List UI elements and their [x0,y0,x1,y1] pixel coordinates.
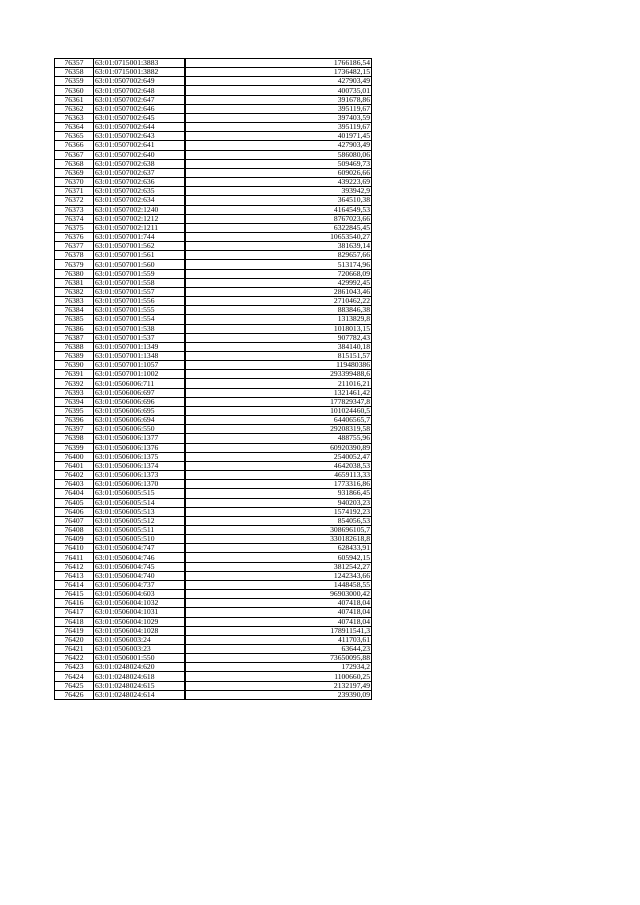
row-number-cell: 76379 [55,260,94,269]
row-number-cell: 76395 [55,406,94,415]
cadastral-number-cell: 63:01:0715001:3883 [94,59,186,68]
value-cell: 6322845,45 [185,223,372,232]
cadastral-number-cell: 63:01:0507001:1057 [94,361,186,370]
row-number-cell: 76407 [55,516,94,525]
row-number-cell: 76389 [55,352,94,361]
value-cell: 172934,2 [185,663,372,672]
table-row [55,544,372,553]
row-number-cell: 76394 [55,397,94,406]
value-cell: 1321461,42 [185,388,372,397]
table-row [55,553,372,562]
value-cell: 407418,04 [185,599,372,608]
row-number-cell: 76410 [55,544,94,553]
row-number-cell: 76360 [55,86,94,95]
table-row [55,251,372,260]
cadastral-number-cell: 63:01:0507002:636 [94,178,186,187]
table-row [55,352,372,361]
value-cell: 60920390,89 [185,443,372,452]
table-row [55,278,372,287]
value-cell: 488755,96 [185,434,372,443]
value-cell: 119480386 [185,361,372,370]
table-row [55,425,372,434]
cadastral-number-cell: 63:01:0248024:614 [94,690,186,699]
row-number-cell: 76399 [55,443,94,452]
table-row [55,168,372,177]
row-number-cell: 76372 [55,196,94,205]
cadastral-number-cell: 63:01:0507002:649 [94,77,186,86]
table-row [55,489,372,498]
table-row [55,498,372,507]
row-number-cell: 76365 [55,132,94,141]
row-number-cell: 76387 [55,333,94,342]
table-row [55,379,372,388]
table-row [55,95,372,104]
cadastral-number-cell: 63:01:0506004:1028 [94,626,186,635]
value-cell: 2540052,47 [185,452,372,461]
table-row [55,452,372,461]
value-cell: 393942,9 [185,187,372,196]
value-cell: 439223,69 [185,178,372,187]
table-row [55,77,372,86]
row-number-cell: 76364 [55,123,94,132]
table-row [55,635,372,644]
row-number-cell: 76406 [55,507,94,516]
cadastral-number-cell: 63:01:0715001:3882 [94,68,186,77]
cadastral-number-cell: 63:01:0506006:1373 [94,471,186,480]
table-row [55,516,372,525]
table-row [55,86,372,95]
table-row [55,205,372,214]
row-number-cell: 76359 [55,77,94,86]
row-number-cell: 76393 [55,388,94,397]
value-cell: 73650095,88 [185,654,372,663]
cadastral-number-cell: 63:01:0506006:697 [94,388,186,397]
table-row [55,617,372,626]
cadastral-number-cell: 63:01:0507002:637 [94,168,186,177]
value-cell: 401971,45 [185,132,372,141]
table-row [55,571,372,580]
table-row [55,104,372,113]
row-number-cell: 76401 [55,461,94,470]
cadastral-number-cell: 63:01:0506005:512 [94,516,186,525]
row-number-cell: 76367 [55,150,94,159]
value-cell: 427903,49 [185,141,372,150]
cadastral-number-cell: 63:01:0506005:514 [94,498,186,507]
table-row [55,599,372,608]
table-row [55,223,372,232]
value-cell: 407418,04 [185,617,372,626]
value-cell: 854056,53 [185,516,372,525]
row-number-cell: 76391 [55,370,94,379]
value-cell: 1574192,23 [185,507,372,516]
table-row [55,287,372,296]
row-number-cell: 76418 [55,617,94,626]
cadastral-number-cell: 63:01:0506005:513 [94,507,186,516]
value-cell: 381639,14 [185,242,372,251]
table-row [55,681,372,690]
table-row [55,461,372,470]
cadastral-number-cell: 63:01:0507002:1212 [94,214,186,223]
cadastral-number-cell: 63:01:0507001:557 [94,287,186,296]
row-number-cell: 76414 [55,580,94,589]
table-row [55,654,372,663]
cadastral-number-cell: 63:01:0507002:638 [94,159,186,168]
value-cell: 2710462,22 [185,297,372,306]
cadastral-number-cell: 63:01:0507001:560 [94,260,186,269]
value-cell: 177829347,8 [185,397,372,406]
row-number-cell: 76396 [55,416,94,425]
row-number-cell: 76370 [55,178,94,187]
cadastral-number-cell: 63:01:0507002:646 [94,104,186,113]
row-number-cell: 76413 [55,571,94,580]
cadastral-number-cell: 63:01:0507002:643 [94,132,186,141]
cadastral-number-cell: 63:01:0506003:23 [94,645,186,654]
row-number-cell: 76425 [55,681,94,690]
row-number-cell: 76385 [55,315,94,324]
value-cell: 407418,04 [185,608,372,617]
value-cell: 63644,23 [185,645,372,654]
cadastral-number-cell: 63:01:0506005:515 [94,489,186,498]
table-row [55,388,372,397]
cadastral-number-cell: 63:01:0507002:644 [94,123,186,132]
row-number-cell: 76398 [55,434,94,443]
row-number-cell: 76369 [55,168,94,177]
table-row [55,242,372,251]
value-cell: 1766186,54 [185,59,372,68]
row-number-cell: 76405 [55,498,94,507]
row-number-cell: 76358 [55,68,94,77]
value-cell: 907782,43 [185,333,372,342]
value-cell: 1313829,8 [185,315,372,324]
row-number-cell: 76380 [55,269,94,278]
row-number-cell: 76368 [55,159,94,168]
row-number-cell: 76376 [55,232,94,241]
table-row [55,306,372,315]
row-number-cell: 76378 [55,251,94,260]
cadastral-number-cell: 63:01:0506006:1370 [94,480,186,489]
value-cell: 400735,01 [185,86,372,95]
cadastral-number-cell: 63:01:0248024:615 [94,681,186,690]
row-number-cell: 76403 [55,480,94,489]
table-row [55,690,372,699]
row-number-cell: 76402 [55,471,94,480]
table-row [55,132,372,141]
table-row [55,406,372,415]
table-row [55,150,372,159]
table-row [55,260,372,269]
value-cell: 330182618,8 [185,535,372,544]
table-row [55,562,372,571]
row-number-cell: 76361 [55,95,94,104]
row-number-cell: 76400 [55,452,94,461]
row-number-cell: 76388 [55,342,94,351]
table-row [55,342,372,351]
value-cell: 211016,21 [185,379,372,388]
value-cell: 4164549,53 [185,205,372,214]
cadastral-number-cell: 63:01:0506006:550 [94,425,186,434]
value-cell: 8767023,66 [185,214,372,223]
cadastral-number-cell: 63:01:0507001:556 [94,297,186,306]
value-cell: 178911541,3 [185,626,372,635]
cadastral-number-cell: 63:01:0507001:555 [94,306,186,315]
cadastral-number-cell: 63:01:0507002:641 [94,141,186,150]
cadastral-number-cell: 63:01:0506006:696 [94,397,186,406]
cadastral-number-cell: 63:01:0507002:648 [94,86,186,95]
row-number-cell: 76374 [55,214,94,223]
table-row [55,196,372,205]
value-cell: 29208319,58 [185,425,372,434]
cadastral-number-cell: 63:01:0506004:1029 [94,617,186,626]
cadastral-number-cell: 63:01:0506006:1376 [94,443,186,452]
cadastral-number-cell: 63:01:0507001:554 [94,315,186,324]
row-number-cell: 76381 [55,278,94,287]
cadastral-number-cell: 63:01:0507002:645 [94,113,186,122]
value-cell: 411703,61 [185,635,372,644]
row-number-cell: 76384 [55,306,94,315]
value-cell: 96903000,42 [185,590,372,599]
value-cell: 1448458,55 [185,580,372,589]
row-number-cell: 76390 [55,361,94,370]
cadastral-number-cell: 63:01:0507002:635 [94,187,186,196]
row-number-cell: 76420 [55,635,94,644]
row-number-cell: 76392 [55,379,94,388]
table-body [55,59,372,700]
row-number-cell: 76409 [55,535,94,544]
cadastral-number-cell: 63:01:0506004:1031 [94,608,186,617]
table-row [55,663,372,672]
cadastral-number-cell: 63:01:0506006:1377 [94,434,186,443]
cadastral-number-cell: 63:01:0248024:620 [94,663,186,672]
table-row [55,672,372,681]
value-cell: 364510,38 [185,196,372,205]
table-row [55,525,372,534]
table-row [55,480,372,489]
value-cell: 609026,66 [185,168,372,177]
table-row [55,535,372,544]
value-cell: 1242343,66 [185,571,372,580]
value-cell: 427903,49 [185,77,372,86]
table-row [55,123,372,132]
cadastral-number-cell: 63:01:0506005:511 [94,525,186,534]
row-number-cell: 76419 [55,626,94,635]
table-row [55,214,372,223]
table-row [55,297,372,306]
value-cell: 720668,09 [185,269,372,278]
row-number-cell: 76397 [55,425,94,434]
value-cell: 10653540,27 [185,232,372,241]
value-cell: 815151,57 [185,352,372,361]
value-cell: 513174,96 [185,260,372,269]
value-cell: 429992,45 [185,278,372,287]
cadastral-number-cell: 63:01:0507001:537 [94,333,186,342]
cadastral-number-cell: 63:01:0507002:1240 [94,205,186,214]
table-row [55,580,372,589]
table-row [55,370,372,379]
table-row [55,59,372,68]
row-number-cell: 76412 [55,562,94,571]
row-number-cell: 76424 [55,672,94,681]
table-row [55,68,372,77]
value-cell: 1100660,25 [185,672,372,681]
row-number-cell: 76357 [55,59,94,68]
row-number-cell: 76386 [55,324,94,333]
value-cell: 628433,91 [185,544,372,553]
table-row [55,333,372,342]
cadastral-number-cell: 63:01:0506004:747 [94,544,186,553]
value-cell: 395119,67 [185,104,372,113]
cadastral-number-cell: 63:01:0507001:1348 [94,352,186,361]
table-row [55,187,372,196]
value-cell: 2861043,46 [185,287,372,296]
value-cell: 4642038,53 [185,461,372,470]
row-number-cell: 76382 [55,287,94,296]
value-cell: 101024460,5 [185,406,372,415]
cadastral-number-cell: 63:01:0506006:1374 [94,461,186,470]
value-cell: 391678,86 [185,95,372,104]
cadastral-number-cell: 63:01:0506001:550 [94,654,186,663]
value-cell: 397403,59 [185,113,372,122]
value-cell: 293399488,6 [185,370,372,379]
cadastral-number-cell: 63:01:0506006:695 [94,406,186,415]
table-row [55,178,372,187]
cadastral-number-cell: 63:01:0506004:745 [94,562,186,571]
table-row [55,590,372,599]
table-row [55,397,372,406]
row-number-cell: 76421 [55,645,94,654]
value-cell: 883846,38 [185,306,372,315]
table-row [55,434,372,443]
table-row [55,324,372,333]
table-row [55,361,372,370]
cadastral-number-cell: 63:01:0507001:538 [94,324,186,333]
cadastral-number-cell: 63:01:0507002:1211 [94,223,186,232]
cadastral-number-cell: 63:01:0506004:737 [94,580,186,589]
row-number-cell: 76415 [55,590,94,599]
cadastral-number-cell: 63:01:0507001:744 [94,232,186,241]
row-number-cell: 76426 [55,690,94,699]
cadastral-number-cell: 63:01:0506004:603 [94,590,186,599]
row-number-cell: 76362 [55,104,94,113]
cadastral-number-cell: 63:01:0506004:1032 [94,599,186,608]
value-cell: 308696105,7 [185,525,372,534]
row-number-cell: 76422 [55,654,94,663]
cadastral-number-cell: 63:01:0507002:634 [94,196,186,205]
row-number-cell: 76404 [55,489,94,498]
cadastral-number-cell: 63:01:0507001:559 [94,269,186,278]
cadastral-number-cell: 63:01:0506005:510 [94,535,186,544]
value-cell: 1736482,15 [185,68,372,77]
row-number-cell: 76408 [55,525,94,534]
value-cell: 605942,15 [185,553,372,562]
cadastral-number-cell: 63:01:0507001:558 [94,278,186,287]
row-number-cell: 76373 [55,205,94,214]
table-row [55,159,372,168]
table-row [55,416,372,425]
cadastral-number-cell: 63:01:0506006:711 [94,379,186,388]
table-row [55,507,372,516]
table-row [55,232,372,241]
value-cell: 586080,06 [185,150,372,159]
value-cell: 395119,67 [185,123,372,132]
cadastral-number-cell: 63:01:0506003:24 [94,635,186,644]
row-number-cell: 76423 [55,663,94,672]
value-cell: 829657,66 [185,251,372,260]
value-cell: 1773316,86 [185,480,372,489]
value-cell: 4659113,33 [185,471,372,480]
row-number-cell: 76416 [55,599,94,608]
value-cell: 239390,09 [185,690,372,699]
cadastral-number-cell: 63:01:0507001:1349 [94,342,186,351]
value-cell: 1018013,15 [185,324,372,333]
table-row [55,626,372,635]
cadastral-number-cell: 63:01:0506004:746 [94,553,186,562]
cadastral-number-cell: 63:01:0506006:694 [94,416,186,425]
row-number-cell: 76375 [55,223,94,232]
cadastral-number-cell: 63:01:0507001:1002 [94,370,186,379]
table-row [55,315,372,324]
cadastral-number-cell: 63:01:0507001:561 [94,251,186,260]
cadastral-number-cell: 63:01:0506004:740 [94,571,186,580]
row-number-cell: 76377 [55,242,94,251]
table-row [55,471,372,480]
row-number-cell: 76417 [55,608,94,617]
row-number-cell: 76371 [55,187,94,196]
row-number-cell: 76366 [55,141,94,150]
table-row [55,645,372,654]
cadastral-value-table [54,58,372,700]
table-row [55,443,372,452]
value-cell: 940203,23 [185,498,372,507]
table-row [55,113,372,122]
value-cell: 64406565,7 [185,416,372,425]
value-cell: 384140,18 [185,342,372,351]
cadastral-number-cell: 63:01:0506006:1375 [94,452,186,461]
table-row [55,269,372,278]
row-number-cell: 76383 [55,297,94,306]
value-cell: 2132197,49 [185,681,372,690]
table-row [55,608,372,617]
cadastral-number-cell: 63:01:0507002:640 [94,150,186,159]
value-cell: 3812542,27 [185,562,372,571]
cadastral-number-cell: 63:01:0507001:562 [94,242,186,251]
row-number-cell: 76363 [55,113,94,122]
table-row [55,141,372,150]
row-number-cell: 76411 [55,553,94,562]
value-cell: 931866,45 [185,489,372,498]
cadastral-number-cell: 63:01:0507002:647 [94,95,186,104]
value-cell: 509469,73 [185,159,372,168]
cadastral-number-cell: 63:01:0248024:618 [94,672,186,681]
